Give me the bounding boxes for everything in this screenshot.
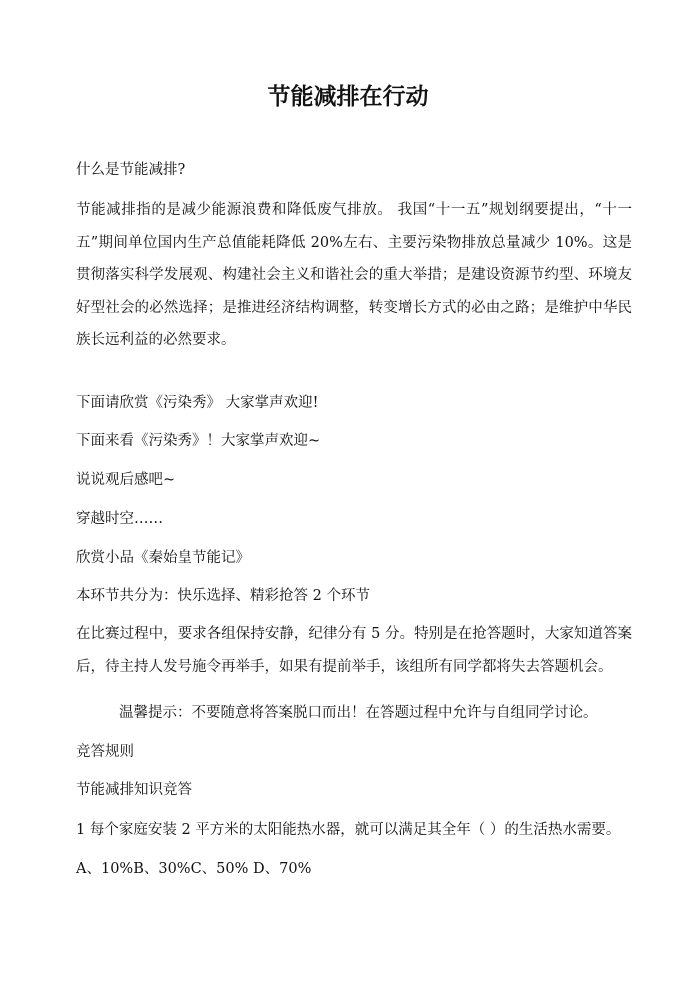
rules-paragraph: 在比赛过程中，要求各组保持安静，纪律分有 5 分。特别是在抢答题时，大家知道答案后，待主持人发号施令再举手，如果有提前举手，该组所有同学都将失去答题机会。 (76, 626, 632, 675)
tip-line: 温馨提示：不要随意将答案脱口而出！在答题过程中允许与自组同学讨论。 (119, 705, 598, 721)
text-line: 下面请欣赏《污染秀》 大家掌声欢迎! (76, 395, 319, 411)
quiz-question: 1 每个家庭安装 2 平方米的太阳能热水器，就可以满足其全年（ ）的生活热水需要。 (76, 822, 621, 838)
text-line: 下面来看《污染秀》！大家掌声欢迎~ (76, 433, 321, 449)
section-heading: 节能减排知识竞答 (76, 782, 192, 798)
text-line: 欣赏小品《秦始皇节能记》 (76, 550, 250, 566)
text-line: 本环节共分为：快乐选择、精彩抢答 2 个环节 (76, 588, 370, 604)
intro-paragraph: 节能减排指的是减少能源浪费和降低废气排放。 我国“十一五”规划纲要提出，“十一五”期间单位国内生产总值能耗降低 20%左右、主要污染物排放总量减少 10%。这是贯彻落实科学发展观、构建社会主义和谐社会的重大举措；是建设资源节约型、环境友好型社会的必然选择；是推进经济结构调整，转变增长方式的必由之路；是维护中华民族长远利益的必然要求。 (76, 202, 632, 348)
question-heading: 什么是节能减排? (76, 162, 186, 178)
quiz-options: A、10%B、30%C、50% D、70% (76, 861, 312, 877)
text-line: 说说观后感吧~ (76, 472, 176, 488)
section-heading: 竞答规则 (76, 744, 134, 760)
page-title: 节能减排在行动 (267, 84, 429, 110)
text-line: 穿越时空…… (76, 511, 163, 527)
